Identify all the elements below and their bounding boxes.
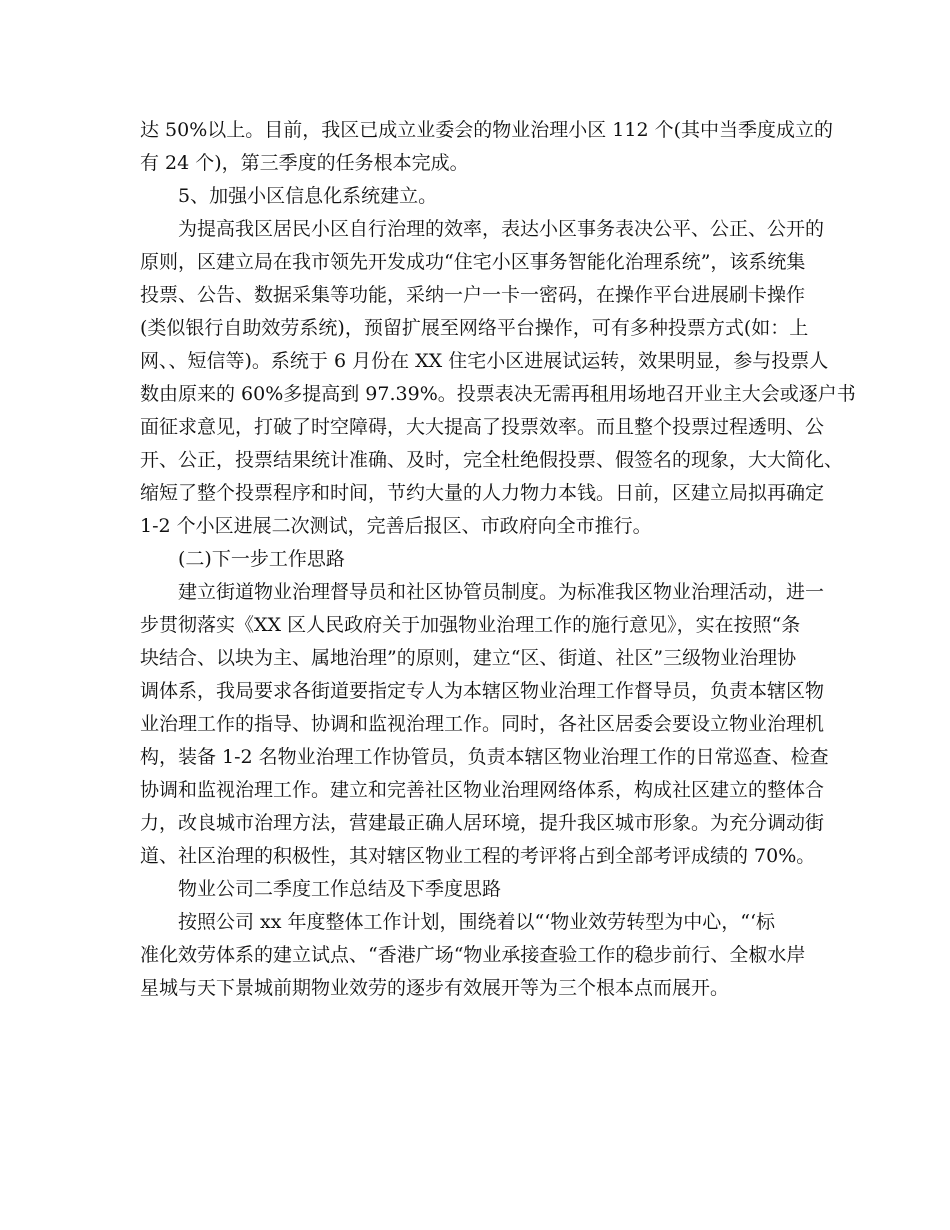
text-line: 按照公司 xx 年度整体工作计划，围绕着以“‘物业效劳转型为中心，“‘标 <box>178 911 776 933</box>
text-line: 调体系，我局要求各街道要指定专人为本辖区物业治理工作督导员，负责本辖区物 <box>140 680 825 702</box>
text-line: 步贯彻落实《XX 区人民政府关于加强物业治理工作的施行意见》，实在按照“条 <box>140 614 801 636</box>
text-line: (类似银行自助效劳系统)，预留扩展至网络平台操作，可有多种投票方式(如：上 <box>140 317 809 339</box>
text-line: 1-2 个小区进展二次测试，完善后报区、市政府向全市推行。 <box>140 515 652 537</box>
text-line: 开、公正，投票结果统计准确、及时，完全杜绝假投票、假签名的现象，大大简化、 <box>140 449 844 471</box>
text-line: 有 24 个)，第三季度的任务根本完成。 <box>140 152 469 174</box>
text-line: 块结合、以块为主、属地治理”的原则，建立“区、街道、社区”三级物业治理协 <box>140 647 797 669</box>
text-line: 力，改良城市治理方法，营建最正确人居环境，提升我区城市形象。为充分调动街 <box>140 812 825 834</box>
text-line: 原则，区建立局在我市领先开发成功“住宅小区事务智能化治理系统”，该系统集 <box>140 251 806 273</box>
text-line: 协调和监视治理工作。建立和完善社区物业治理网络体系，构成社区建立的整体合 <box>140 779 825 801</box>
text-line: 业治理工作的指导、协调和监视治理工作。同时，各社区居委会要设立物业治理机 <box>140 713 825 735</box>
document-body <box>140 114 856 1005</box>
text-line: 星城与天下景城前期物业效劳的逐步有效展开等为三个根本点而展开。 <box>140 977 730 999</box>
text-line: 5、加强小区信息化系统建立。 <box>178 185 438 207</box>
text-line: 物业公司二季度工作总结及下季度思路 <box>178 878 502 900</box>
text-line: 准化效劳体系的建立试点、“香港广场“物业承接查验工作的稳步前行、全椒水岸 <box>140 944 806 966</box>
text-line: 投票、公告、数据采集等功能，采纳一户一卡一密码，在操作平台进展刷卡操作 <box>140 284 806 306</box>
text-line: 构，装备 1-2 名物业治理工作协管员，负责本辖区物业治理工作的日常巡查、检查 <box>140 746 829 768</box>
text-line: 缩短了整个投票程序和时间，节约大量的人力物力本钱。日前，区建立局拟再确定 <box>140 482 825 504</box>
text-line: 道、社区治理的积极性，其对辖区物业工程的考评将占到全部考评成绩的 70%。 <box>140 845 816 867</box>
text-line: 达 50%以上。目前，我区已成立业委会的物业治理小区 112 个(其中当季度成立的 <box>140 119 834 141</box>
text-line: 面征求意见，打破了时空障碍，大大提高了投票效率。而且整个投票过程透明、公 <box>140 416 825 438</box>
text-line: (二)下一步工作思路 <box>178 548 345 570</box>
text-line: 数由原来的 60%多提高到 97.39%。投票表决无需再租用场地召开业主大会或逐户书 <box>140 383 856 405</box>
text-line: 为提高我区居民小区自行治理的效率，表达小区事务表决公平、公正、公开的 <box>178 218 825 240</box>
text-line: 建立街道物业治理督导员和社区协管员制度。为标准我区物业治理活动，进一 <box>178 581 825 603</box>
text-line: 网、、短信等)。系统于 6 月份在 XX 住宅小区进展试运转，效果明显，参与投票人 <box>140 350 829 372</box>
